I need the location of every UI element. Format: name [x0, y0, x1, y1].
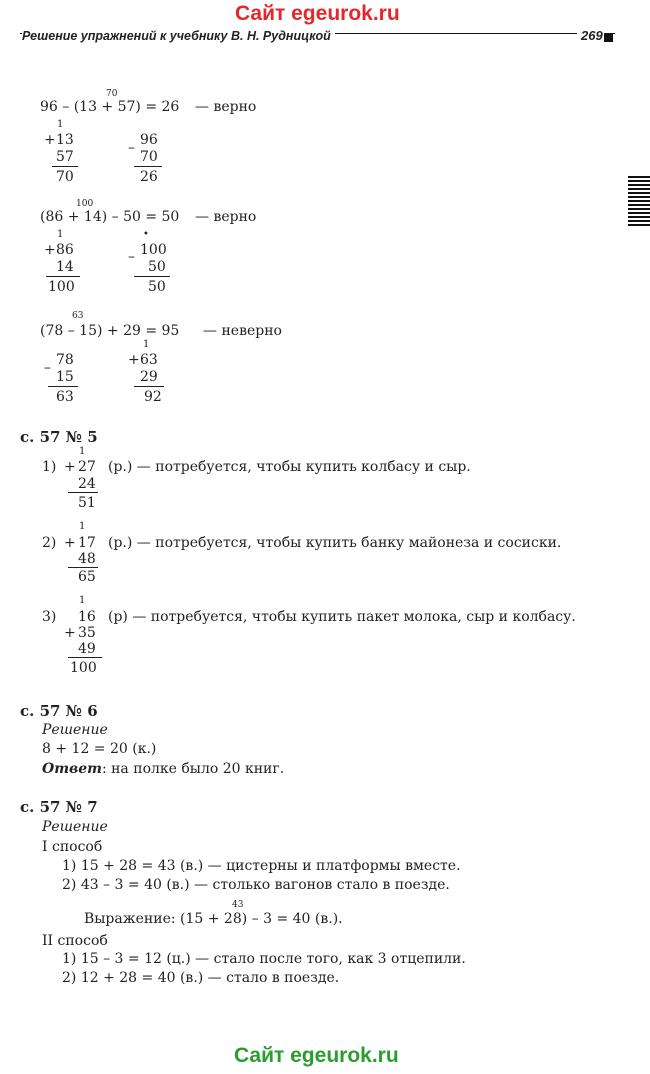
s5-item3-result: 100	[70, 660, 97, 676]
s6-answer-text: : на полке было 20 книг.	[101, 761, 285, 777]
ex2-col2-a: 100	[140, 242, 167, 258]
page-marker-square	[604, 33, 613, 42]
s7-way1-label: I способ	[42, 839, 103, 855]
ex1-superscript: 70	[106, 89, 118, 99]
ex2-col1-b: 14	[56, 259, 74, 275]
ex1-col1-a: 13	[56, 132, 74, 148]
ex2-col1-rule	[46, 276, 80, 277]
s5-item3-rule	[68, 657, 102, 658]
ex3-col1-result: 63	[56, 389, 74, 405]
ex2-col2-borrow-dot: •	[143, 229, 149, 240]
s5-item1-text: (р.) — потребуется, чтобы купить колбасу и сыр.	[108, 459, 471, 475]
s7-way2-line2: 2) 12 + 28 = 40 (в.) — стало в поезде.	[62, 970, 340, 986]
ex2-col1-op: +	[44, 242, 56, 258]
ex3-col2-op: +	[128, 352, 140, 368]
s7-expression: Выражение: (15 + 28) – 3 = 40 (в.).	[84, 911, 343, 927]
s5-item2-text: (р.) — потребуется, чтобы купить банку майонеза и сосиски.	[108, 535, 562, 551]
s5-item3-op: +	[64, 625, 76, 641]
edge-tab-marker	[628, 176, 650, 226]
ex2-verdict: — верно	[195, 209, 257, 225]
s5-item1-carry: 1	[79, 446, 86, 457]
s7-heading: с. 57 № 7	[20, 798, 98, 816]
ex2-equation: (86 + 14) – 50 = 50	[40, 209, 180, 225]
site-watermark-top: Сайт egeurok.ru	[235, 2, 400, 25]
ex1-col2-a: 96	[140, 132, 158, 148]
s7-way1-line2: 2) 43 – 3 = 40 (в.) — столько вагонов стало в поезде.	[62, 877, 450, 893]
ex2-col1-a: 86	[56, 242, 74, 258]
ex2-col2-op: –	[128, 249, 135, 265]
s5-item3-c: 49	[78, 641, 96, 657]
s5-item2-b: 48	[78, 551, 96, 567]
s5-heading: с. 57 № 5	[20, 428, 98, 446]
ex1-verdict: — верно	[195, 99, 257, 115]
ex3-col2-carry: 1	[143, 339, 150, 350]
s5-item1-b: 24	[78, 476, 96, 492]
ex2-col2-b: 50	[148, 259, 166, 275]
s6-answer	[42, 761, 284, 777]
ex3-col1-a: 78	[56, 352, 74, 368]
ex1-col2-rule	[134, 166, 162, 167]
ex1-col2-b: 70	[140, 149, 158, 165]
s5-item2-rule	[68, 567, 98, 568]
ex3-superscript: 63	[72, 311, 84, 321]
s5-item1-num: 1)	[42, 459, 57, 475]
ex3-col2-b: 29	[140, 369, 158, 385]
s5-item1-rule	[68, 492, 98, 493]
ex2-col2-result: 50	[148, 279, 166, 295]
ex1-equation: 96 – (13 + 57) = 26	[40, 99, 180, 115]
s5-item3-b: 35	[78, 625, 96, 641]
s5-item1-result: 51	[78, 495, 96, 511]
s5-item1-a: 27	[78, 459, 96, 475]
ex3-col2-result: 92	[144, 389, 162, 405]
s6-answer-label: Ответ	[42, 761, 102, 777]
ex3-col1-op: –	[44, 360, 51, 376]
ex3-equation: (78 – 15) + 29 = 95	[40, 323, 180, 339]
s7-way2-label: II способ	[42, 933, 108, 949]
ex3-col2-rule	[134, 386, 164, 387]
ex3-col2-a: 63	[140, 352, 158, 368]
s5-item2-op: +	[64, 535, 76, 551]
ex1-col1-result: 70	[56, 169, 74, 185]
s5-item1-op: +	[64, 459, 76, 475]
s7-solution-label: Решение	[42, 819, 108, 835]
s6-solution-label: Решение	[42, 722, 108, 738]
ex1-col1-op: +	[44, 132, 56, 148]
page-number: 269	[577, 28, 607, 43]
s7-way2-line1: 1) 15 – 3 = 12 (ц.) — стало после того, как 3 отцепили.	[62, 951, 466, 967]
s5-item2-result: 65	[78, 569, 96, 585]
site-watermark-bottom: Сайт egeurok.ru	[234, 1044, 399, 1067]
s5-item3-a: 16	[78, 609, 96, 625]
s6-heading: с. 57 № 6	[20, 702, 98, 720]
ex1-col1-b: 57	[56, 149, 74, 165]
s5-item2-a: 17	[78, 535, 96, 551]
ex1-col2-op: –	[128, 140, 135, 156]
s6-line1: 8 + 12 = 20 (к.)	[42, 741, 157, 757]
ex3-verdict: — неверно	[203, 323, 282, 339]
s7-way1-line1: 1) 15 + 28 = 43 (в.) — цистерны и платформы вместе.	[62, 858, 461, 874]
s7-expression-superscript: 43	[232, 900, 244, 910]
ex2-col2-rule	[134, 276, 170, 277]
s5-item3-text: (р) — потребуется, чтобы купить пакет молока, сыр и колбасу.	[108, 609, 576, 625]
s5-item2-num: 2)	[42, 535, 57, 551]
s5-item3-num: 3)	[42, 609, 57, 625]
s5-item2-carry: 1	[79, 521, 86, 532]
ex2-col1-carry: 1	[57, 229, 64, 240]
ex1-col1-carry: 1	[57, 119, 64, 130]
ex3-col1-rule	[48, 386, 78, 387]
ex3-col1-b: 15	[56, 369, 74, 385]
running-header-title: Решение упражнений к учебнику В. Н. Рудницкой	[22, 29, 335, 43]
ex2-col1-result: 100	[48, 279, 75, 295]
ex1-col2-result: 26	[140, 169, 158, 185]
s5-item3-carry: 1	[79, 595, 86, 606]
ex2-superscript: 100	[76, 199, 94, 209]
ex1-col1-rule	[52, 166, 78, 167]
